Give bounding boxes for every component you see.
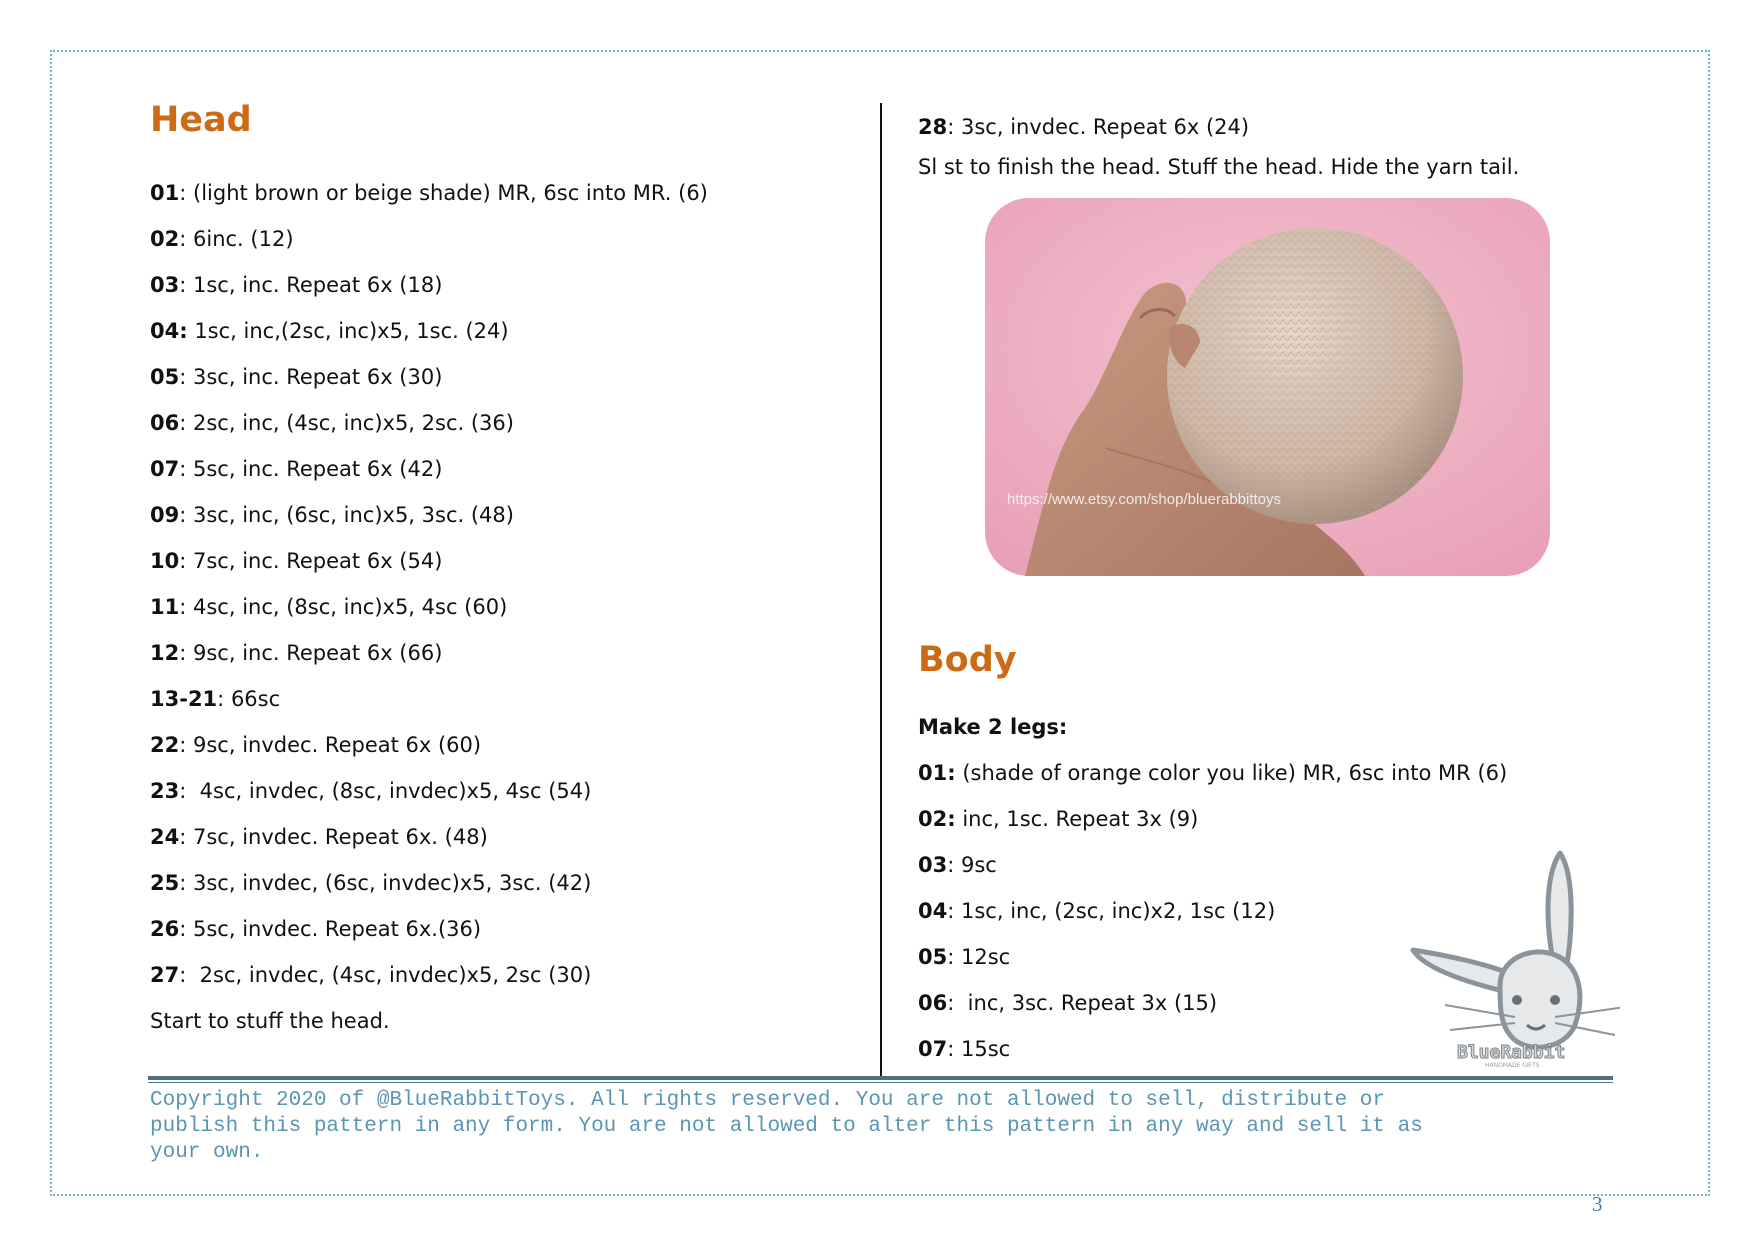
round-text: 3sc, invdec, (6sc, invdec)x5, 3sc. (42) [193, 871, 592, 895]
head-finish-note: Sl st to finish the head. Stuff the head. Hide the yarn tail. [918, 155, 1520, 179]
instruction-row [150, 906, 870, 952]
round-number: 06 [918, 991, 948, 1015]
round-separator: : [179, 503, 193, 527]
round-separator: : [947, 853, 961, 877]
copyright-line-1: Copyright 2020 of @BlueRabbitToys. All rights reserved. You are not allowed to sell, distribute or [150, 1089, 1386, 1112]
instruction-row [150, 722, 870, 768]
round-separator: : [179, 871, 193, 895]
round-number: 27 [150, 963, 180, 987]
round-number: 02: [918, 807, 956, 831]
instruction-row [918, 796, 1638, 842]
column-divider [880, 103, 882, 1077]
round-text: (light brown or beige shade) MR, 6sc into MR. (6) [193, 181, 708, 205]
head-heading: Head [150, 100, 252, 140]
round-number: 10 [150, 549, 180, 573]
round-text: (shade of orange color you like) MR, 6sc into MR (6) [962, 761, 1508, 785]
copyright-notice [150, 1088, 1615, 1166]
round-number: 25 [150, 871, 180, 895]
round-separator: : [179, 733, 193, 757]
round-separator: : [179, 411, 193, 435]
instruction-row [150, 216, 870, 262]
round-text: 4sc, inc, (8sc, inc)x5, 4sc (60) [193, 595, 508, 619]
round-number: 01 [150, 181, 180, 205]
round-text: 2sc, invdec, (4sc, invdec)x5, 2sc (30) [199, 963, 592, 987]
page-number: 3 [1592, 1192, 1603, 1216]
instruction-row [150, 676, 870, 722]
round-number: 06 [150, 411, 180, 435]
round-text: 3sc, inc. Repeat 6x (30) [193, 365, 443, 389]
round-separator: : [947, 115, 961, 139]
instruction-row [150, 952, 870, 998]
round-number: 23 [150, 779, 180, 803]
round-separator: : [217, 687, 231, 711]
round-text: 3sc, inc, (6sc, inc)x5, 3sc. (48) [193, 503, 514, 527]
round-separator: : [179, 181, 193, 205]
round-separator: : [179, 227, 193, 251]
round-number: 03 [918, 853, 948, 877]
instruction-row [918, 750, 1638, 796]
round-number: 04 [918, 899, 948, 923]
round-separator: : [179, 963, 200, 987]
round-number: 28 [918, 115, 948, 139]
round-text: 2sc, inc, (4sc, inc)x5, 2sc. (36) [193, 411, 514, 435]
instruction-row [150, 446, 870, 492]
round-separator: : [179, 779, 200, 803]
round-text: 15sc [961, 1037, 1011, 1061]
round-number: 07 [918, 1037, 948, 1061]
round-text: 9sc, inc. Repeat 6x (66) [193, 641, 443, 665]
round-text: 1sc, inc, (2sc, inc)x2, 1sc (12) [961, 899, 1276, 923]
round-text: 9sc [961, 853, 997, 877]
instruction-row [150, 860, 870, 906]
round-separator: : [179, 365, 193, 389]
round-separator: : [947, 899, 961, 923]
crocheted-head-photo [985, 198, 1550, 576]
svg-text:BlueRabbit: BlueRabbit [1457, 1042, 1566, 1063]
round-number: 07 [150, 457, 180, 481]
round-number: 12 [150, 641, 180, 665]
round-number: 05 [918, 945, 948, 969]
svg-text:HANDMADE GIFTS: HANDMADE GIFTS [1485, 1062, 1540, 1069]
round-number: 04: [150, 319, 188, 343]
legs-label: Make 2 legs: [918, 715, 1068, 739]
bluerabbit-logo [1405, 845, 1620, 1070]
instruction-row [150, 400, 870, 446]
instruction-row [150, 768, 870, 814]
round-text: 5sc, inc. Repeat 6x (42) [193, 457, 443, 481]
instruction-row [150, 262, 870, 308]
round-separator: : [179, 549, 193, 573]
instruction-row [150, 630, 870, 676]
copyright-line-2: publish this pattern in any form. You are not allowed to alter this pattern in any way and sell it as [150, 1115, 1423, 1138]
footer-rule-thin [148, 1082, 1613, 1083]
round-number: 24 [150, 825, 180, 849]
round-text: 66sc [230, 687, 281, 711]
head-continued-section [918, 104, 1638, 190]
instruction-row [150, 814, 870, 860]
round-text: inc, 3sc. Repeat 3x (15) [967, 991, 1218, 1015]
instruction-row [150, 492, 870, 538]
instruction-row [150, 170, 870, 216]
copyright-line-3: your own. [150, 1141, 264, 1164]
round-text: inc, 1sc. Repeat 3x (9) [962, 807, 1199, 831]
round-separator: : [947, 1037, 961, 1061]
round-separator: : [179, 641, 193, 665]
photo-watermark-url: https://www.etsy.com/shop/bluerabbittoys [1007, 491, 1282, 508]
round-separator: : [179, 457, 193, 481]
round-text: 7sc, inc. Repeat 6x (54) [193, 549, 443, 573]
round-number: 11 [150, 595, 180, 619]
round-number: 02 [150, 227, 180, 251]
instruction-row [150, 308, 870, 354]
footer-rule [148, 1076, 1613, 1080]
body-heading: Body [918, 640, 1017, 680]
round-separator: : [947, 991, 968, 1015]
instruction-row [150, 538, 870, 584]
round-separator: : [947, 945, 961, 969]
round-separator: : [179, 825, 193, 849]
head-section [150, 100, 870, 1044]
head-closing-note: Start to stuff the head. [150, 1009, 390, 1033]
round-number: 13-21 [150, 687, 218, 711]
round-separator: : [179, 917, 193, 941]
round-text: 3sc, invdec. Repeat 6x (24) [961, 115, 1250, 139]
round-text: 6inc. (12) [193, 227, 294, 251]
round-number: 22 [150, 733, 180, 757]
round-text: 7sc, invdec. Repeat 6x. (48) [193, 825, 488, 849]
round-number: 01: [918, 761, 956, 785]
round-text: 12sc [961, 945, 1011, 969]
round-separator: : [179, 595, 193, 619]
round-text: 4sc, invdec, (8sc, invdec)x5, 4sc (54) [199, 779, 592, 803]
instruction-row [150, 354, 870, 400]
round-number: 26 [150, 917, 180, 941]
round-text: 1sc, inc. Repeat 6x (18) [193, 273, 443, 297]
round-number: 09 [150, 503, 180, 527]
round-number: 03 [150, 273, 180, 297]
head-rounds-list [150, 170, 870, 998]
rabbit-logo-icon [1405, 845, 1620, 1070]
round-number: 05 [150, 365, 180, 389]
round-text: 9sc, invdec. Repeat 6x (60) [193, 733, 482, 757]
round-text: 1sc, inc,(2sc, inc)x5, 1sc. (24) [194, 319, 509, 343]
round-text: 5sc, invdec. Repeat 6x.(36) [193, 917, 482, 941]
instruction-row [150, 584, 870, 630]
round-separator: : [179, 273, 193, 297]
